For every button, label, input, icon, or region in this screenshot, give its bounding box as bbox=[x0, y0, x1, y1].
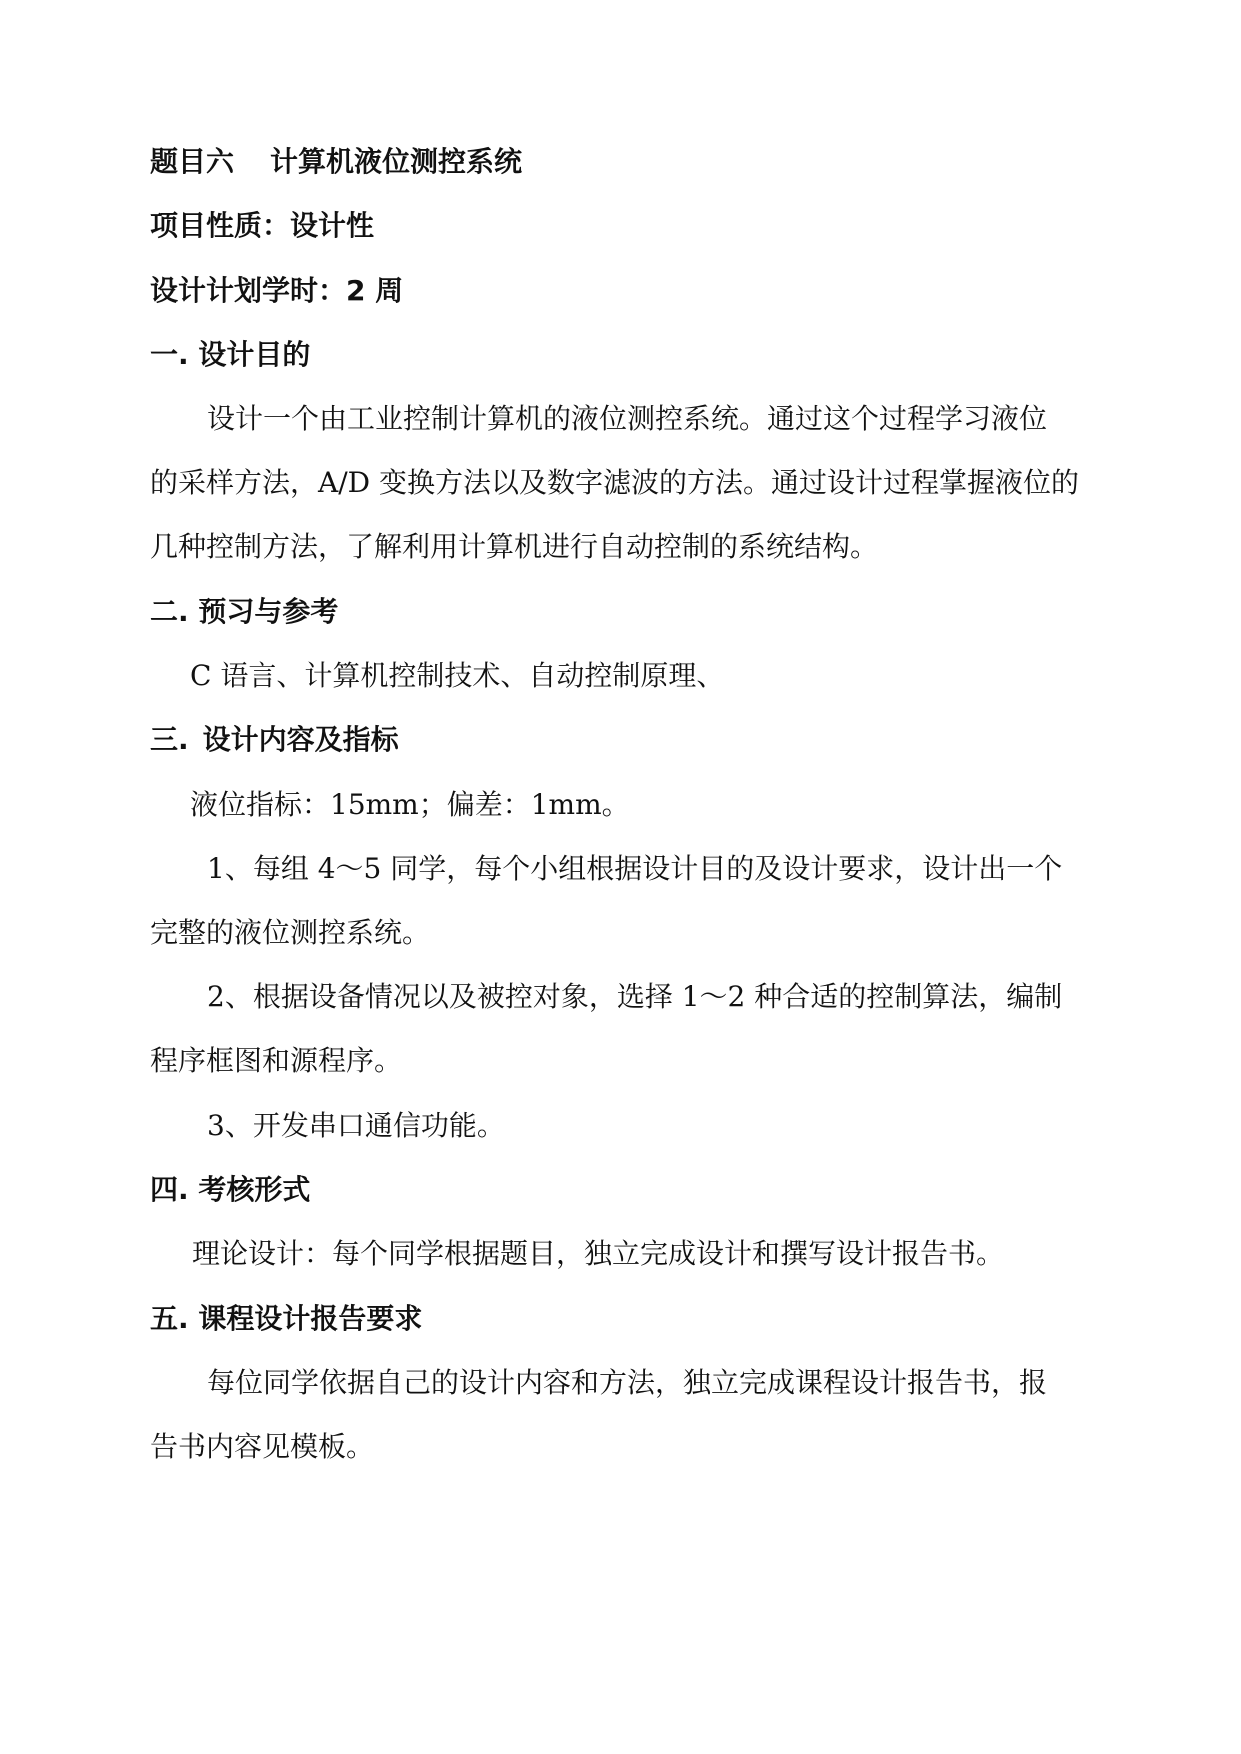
section-1-paragraph-line: 设计一个由工业控制计算机的液位测控系统。通过这个过程学习液位 bbox=[207, 402, 1048, 435]
section-5-paragraph-line: 告书内容见模板。 bbox=[150, 1430, 375, 1463]
section-5-heading: 五. 课程设计报告要求 bbox=[150, 1302, 423, 1335]
section-1-paragraph-line: 的采样方法，A/D 变换方法以及数字滤波的方法。通过设计过程掌握液位的 bbox=[150, 466, 1080, 499]
section-3-heading-text: 设计内容及指标 bbox=[202, 723, 399, 756]
section-3-item-line: 程序框图和源程序。 bbox=[150, 1044, 403, 1077]
section-1-heading: 一. 设计目的 bbox=[150, 338, 311, 371]
title-text: 计算机液位测控系统 bbox=[270, 145, 523, 178]
section-3-heading-number: 三. bbox=[150, 723, 189, 756]
title-prefix: 题目六 bbox=[150, 145, 235, 178]
document-title bbox=[150, 142, 522, 182]
section-3-item-line: 1、每组 4～5 同学，每个小组根据设计目的及设计要求，设计出一个 bbox=[207, 852, 1063, 885]
section-3-item-line: 3、开发串口通信功能。 bbox=[207, 1109, 505, 1142]
section-3-indicator-line: 液位指标：15mm；偏差：1mm。 bbox=[190, 788, 630, 821]
section-2-heading: 二. 预习与参考 bbox=[150, 595, 339, 628]
section-2-paragraph-line: C 语言、计算机控制技术、自动控制原理、 bbox=[190, 659, 725, 692]
section-5-paragraph-line: 每位同学依据自己的设计内容和方法，独立完成课程设计报告书，报 bbox=[207, 1366, 1048, 1399]
design-hours: 设计计划学时：2 周 bbox=[150, 274, 404, 307]
section-1-paragraph-line: 几种控制方法，了解利用计算机进行自动控制的系统结构。 bbox=[150, 530, 879, 563]
section-4-heading: 四. 考核形式 bbox=[150, 1173, 311, 1206]
section-4-paragraph-line: 理论设计：每个同学根据题目，独立完成设计和撰写设计报告书。 bbox=[192, 1237, 1005, 1270]
section-3-heading bbox=[150, 720, 399, 760]
project-nature: 项目性质：设计性 bbox=[150, 209, 375, 242]
section-3-item-line: 完整的液位测控系统。 bbox=[150, 916, 431, 949]
section-3-item-line: 2、根据设备情况以及被控对象，选择 1～2 种合适的控制算法，编制 bbox=[207, 980, 1063, 1013]
